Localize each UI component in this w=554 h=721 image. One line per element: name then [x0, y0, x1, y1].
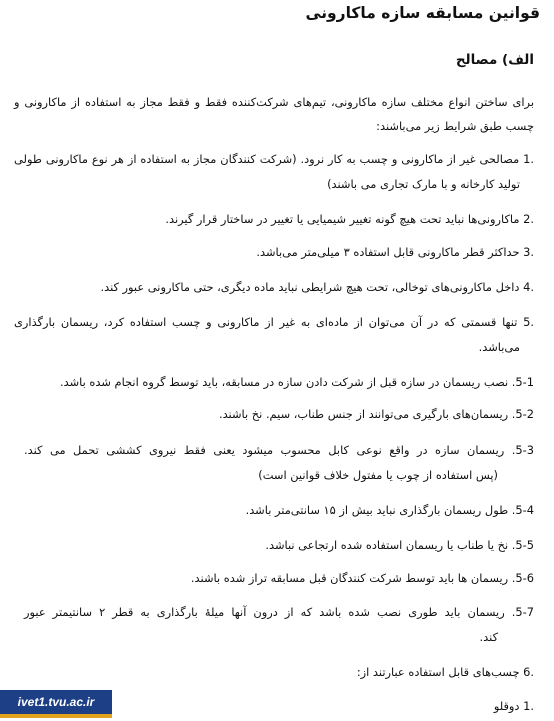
subrule-5-2: 5-2. ریسمان‌های بارگیری می‌توانند از جنس طناب، سیم. نخ باشند. — [218, 407, 534, 421]
logo-stripe — [0, 714, 112, 718]
glue-item-1: .1 دوقلو — [493, 699, 534, 713]
rule-3: .3 حداکثر قطر ماکارونی قابل استفاده ۳ میلی‌متر می‌باشد. — [256, 245, 534, 259]
subrule-5-3-line-2: (پس استفاده از چوب یا مفتول خلاف قوانین است) — [258, 468, 498, 482]
subrule-5-5: 5-5. نخ یا طناب یا ریسمان استفاده شده ارتجاعی نباشد. — [265, 538, 534, 552]
subrule-5-7-line-2: کند. — [479, 630, 498, 644]
glue-heading: .6 چسب‌های قابل استفاده عبارتند از: — [356, 665, 534, 679]
section-heading: الف) مصالح — [455, 52, 534, 68]
rule-4: .4 داخل ماکارونی‌های توخالی، تحت هیچ شرایطی نباید ماده دیگری، حتی ماکارونی عبور کند. — [100, 280, 534, 294]
logo-text: ivet1.tvu.ac.ir — [17, 695, 95, 709]
subrule-5-4: 5-4. طول ریسمان بارگذاری نباید بیش از ۱۵ سانتی‌متر باشد. — [245, 503, 534, 517]
subrule-5-6: 5-6. ریسمان ها باید توسط شرکت کنندگان قبل مسابقه تراز شده باشند. — [190, 571, 534, 585]
rule-1-line-1: .1 مصالحی غیر از ماکارونی و چسب به کار نرود. (شرکت کنندگان مجاز به استفاده از هر نوع ماکارونی طولی — [14, 152, 534, 166]
subrule-5-7-line-1: 5-7. ریسمان باید طوری نصب شده باشد که از درون آنها میلهٔ بارگذاری به قطر ۲ سانتیمتر عبور — [24, 605, 534, 619]
rule-1-line-2: تولید کارخانه و با مارک تجاری می باشند) — [327, 177, 520, 191]
subrule-5-1: 5-1. نصب ریسمان در سازه قبل از شرکت دادن سازه در مسابقه، باید توسط گروه انجام شده باشد. — [60, 375, 534, 389]
rule-5-line-1: .5 تنها قسمتی که در آن می‌توان از ماده‌ای به غیر از ماکارونی و چسب استفاده کرد، ریسمان بارگذاری — [14, 315, 534, 329]
intro-line-2: چسب طبق شرایط زیر می‌باشند: — [376, 119, 534, 133]
site-logo — [0, 690, 112, 714]
intro-line-1: برای ساختن انواع مختلف سازه ماکارونی، تیم‌های شرکت‌کننده فقط و فقط مجاز به استفاده از ماکارونی و — [14, 95, 534, 109]
rule-2: .2 ماکارونی‌ها نباید تحت هیچ گونه تغییر شیمیایی یا تغییر در ساختار قرار گیرند. — [165, 212, 534, 226]
page-title: قوانین مسابقه سازه ماکارونی — [305, 4, 540, 22]
rule-5-line-2: می‌باشد. — [478, 340, 520, 354]
subrule-5-3-line-1: 5-3. ریسمان سازه در واقع نوعی کابل محسوب میشود یعنی فقط نیروی کششی تحمل می کند. — [24, 443, 534, 457]
